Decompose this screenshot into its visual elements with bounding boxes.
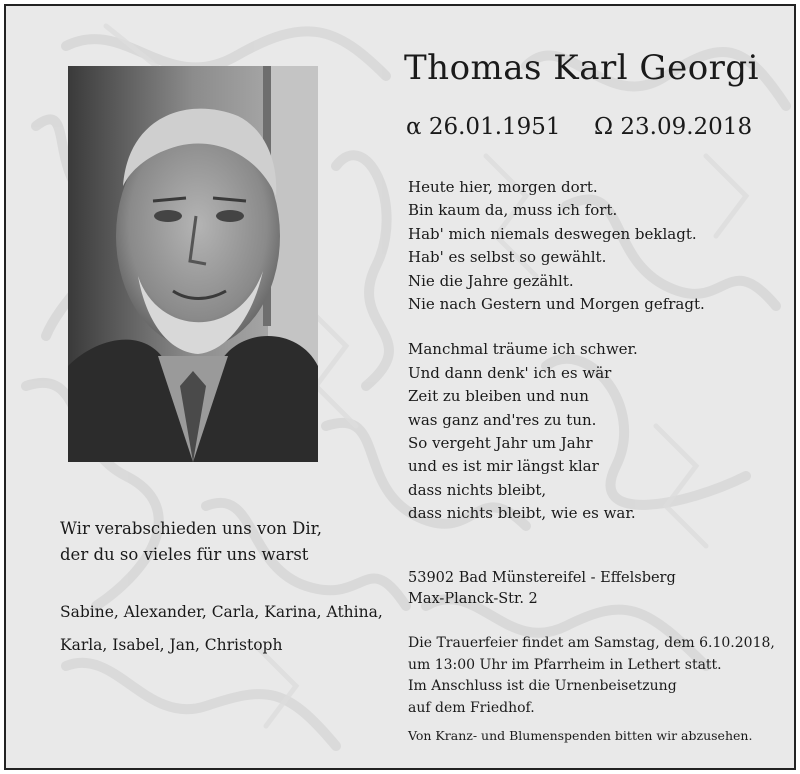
poem-line: und es ist mir längst klar [408,457,599,476]
farewell-message [60,516,380,568]
ceremony-line: Im Anschluss ist die Urnenbeisetzung [408,678,677,694]
deceased-name: Thomas Karl Georgi [404,48,760,88]
poem-line: So vergeht Jahr um Jahr [408,434,593,453]
ceremony-line: um 13:00 Uhr im Pfarrheim in Lethert statt. [408,656,722,673]
poem-line: Zeit zu bleiben und nun [408,387,589,406]
address-line: Max-Planck-Str. 2 [408,591,538,607]
poem-line: Manchmal träume ich schwer. [408,340,638,359]
poem-line: Und dann denk' ich es wär [408,363,612,382]
poem-line: was ganz and'res zu tun. [408,410,597,429]
farewell-line: Wir verabschieden uns von Dir, [60,519,322,538]
poem-line: Heute hier, morgen dort. [408,178,598,196]
farewell-line: der du so vieles für uns warst [60,545,309,564]
ceremony-line: Die Trauerfeier findet am Samstag, dem 6.10.2018, [408,635,775,651]
poem-line: Hab' mich niemals deswegen beklagt. [408,224,697,243]
alpha-symbol: α [406,114,422,140]
donation-note: Von Kranz- und Blumenspenden bitten wir abzusehen. [408,728,753,743]
poem-line: Nie nach Gestern und Morgen gefragt. [408,295,705,314]
family-line: Sabine, Alexander, Carla, Karina, Athina, [60,603,383,621]
poem-line: Hab' es selbst so gewählt. [408,248,607,267]
portrait-photo [68,66,318,462]
death-date [594,114,752,140]
family-line: Karla, Isabel, Jan, Christoph [60,636,283,654]
poem-line: dass nichts bleibt, wie es war. [408,504,636,523]
poem-line: Bin kaum da, muss ich fort. [408,201,618,220]
poem-stanza-2 [408,338,768,525]
poem-line: Nie die Jahre gezählt. [408,271,574,290]
birth-date-value: 26.01.1951 [428,114,561,140]
obituary-card [4,4,796,770]
death-date-value: 23.09.2018 [620,114,753,140]
poem [408,176,768,526]
address [408,568,768,610]
poem-stanza-1 [408,176,768,316]
omega-symbol: Ω [594,114,614,140]
address-line: 53902 Bad Münstereifel - Effelsberg [408,570,676,586]
ceremony-line: auf dem Friedhof. [408,699,535,716]
poem-line: dass nichts bleibt, [408,480,547,499]
birth-date [406,114,561,140]
ceremony-info [408,633,778,719]
family-names [60,596,390,662]
